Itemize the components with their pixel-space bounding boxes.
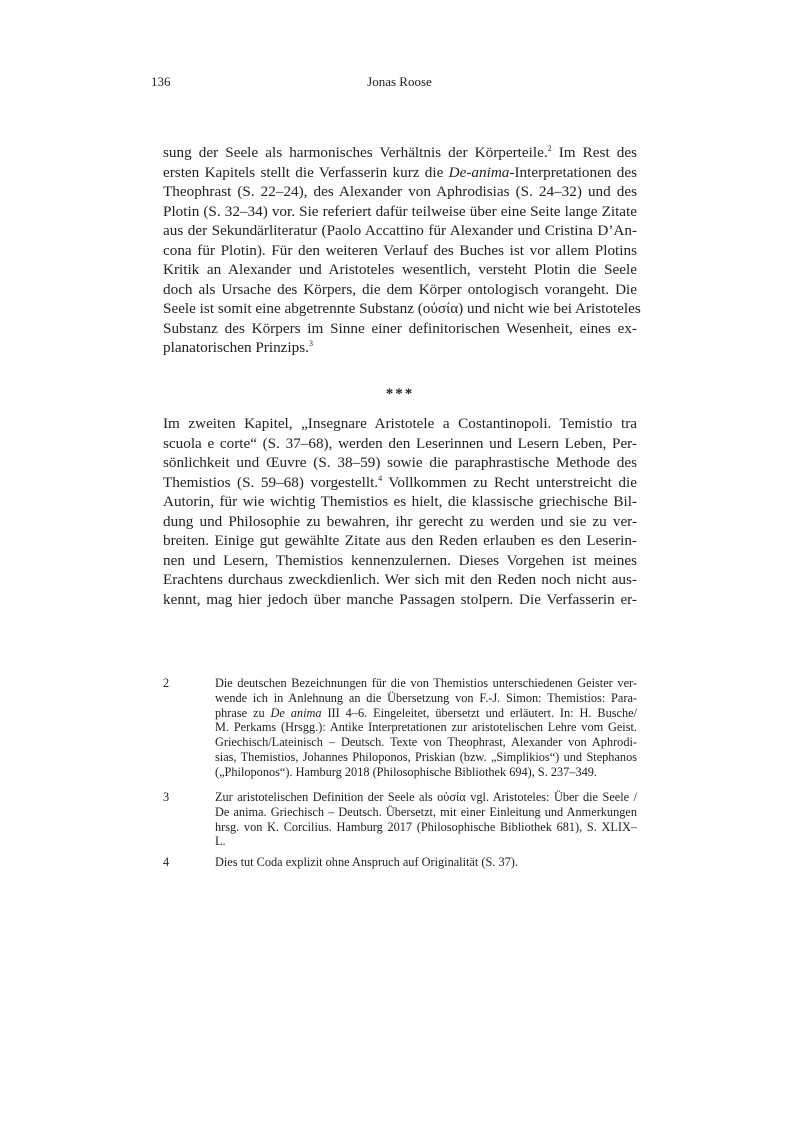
footnote-line bbox=[215, 706, 637, 721]
text: ersten Kapitels stellt die Verfasserin kurz die bbox=[163, 163, 449, 181]
section-separator: *** bbox=[385, 386, 415, 402]
text-line: Plotin (S. 32–34) vor. Sie referiert dafür teilweise über eine Seite lange Zitate bbox=[163, 202, 637, 220]
text-line: Kritik an Alexander und Aristoteles wesentlich, versteht Plotin die Seele bbox=[163, 261, 637, 278]
text-line: nen und Lesern, Themistios kennenzulernen. Dieses Vorgehen ist meines bbox=[163, 551, 637, 569]
footnote-line: („Philoponos“). Hamburg 2018 (Philosophische Bibliothek 694), S. 237–349. bbox=[215, 764, 597, 779]
footnote-line: L. bbox=[215, 834, 226, 849]
running-head: Jonas Roose bbox=[367, 74, 432, 89]
text-line: cona für Plotin). Für den weiteren Verlauf des Buches ist vor allem Plotins bbox=[163, 241, 637, 259]
text-line: doch als Ursache des Körpers, die dem Körper ontologisch vorangeht. Die bbox=[163, 280, 637, 298]
italic-text: De-anima bbox=[448, 163, 510, 181]
text: planatorischen Prinzips. bbox=[163, 339, 309, 356]
text: Themistios (S. 59–68) vorgestellt. bbox=[163, 473, 379, 491]
text: phrase zu bbox=[215, 705, 271, 720]
footnote-line: sias, Themistios, Johannes Philoponos, Priskian (bzw. „Simplikios“) und Stephanos bbox=[215, 749, 637, 764]
paragraph-2 bbox=[163, 414, 637, 609]
footnote-ref-3[interactable]: 3 bbox=[308, 339, 313, 348]
text-line: sönlichkeit und Œuvre (S. 38–59) sowie die paraphrastische Methode des bbox=[163, 454, 637, 471]
text-line: Seele ist somit eine abgetrennte Substanz (οὐσία) und nicht wie bei Aristoteles bbox=[163, 300, 641, 317]
footnote-line: wende ich in Anlehnung an die Übersetzung von F.-J. Simon: Themistios: Para- bbox=[215, 690, 637, 705]
text-line: Erachtens durchaus zweckdienlich. Wer sich mit den Reden noch nicht aus- bbox=[163, 571, 637, 588]
text: Vollkommen zu Recht unterstreicht die bbox=[382, 473, 637, 491]
text-line: Im zweiten Kapitel, „Insegnare Aristotele a Costantinopoli. Temistio tra bbox=[163, 415, 637, 432]
text-line: aus der Sekundärliteratur (Paolo Accattino für Alexander und Cristina D’An- bbox=[163, 222, 637, 239]
footnote-line: Griechisch/Lateinisch – Deutsch. Texte von Theophrast, Alexander von Aphrodi- bbox=[215, 735, 637, 750]
footnote-ref-4[interactable]: 4 bbox=[378, 473, 383, 483]
text: III 4–6. Eingeleitet, übersetzt und erläutert. In: H. Busche/ bbox=[321, 705, 637, 720]
text-line: breiten. Einige gut gewählte Zitate aus den Reden erlauben es den Leserin- bbox=[163, 532, 637, 549]
text-line: Theophrast (S. 22–24), des Alexander von Aphrodisias (S. 24–32) und des bbox=[163, 183, 637, 200]
page-number: 136 bbox=[151, 74, 171, 89]
footnote-4 bbox=[163, 855, 637, 870]
text-line: scuola e corte“ (S. 37–68), werden den Leserinnen und Lesern Leben, Per- bbox=[163, 434, 637, 452]
footnote-ref-2[interactable]: 2 bbox=[547, 144, 552, 153]
footnote-line: M. Perkams (Hrsgg.): Antike Interpretationen zur aristotelischen Lehre vom Geist. bbox=[215, 720, 637, 735]
footnote-number: 3 bbox=[163, 790, 170, 804]
paragraph-1 bbox=[163, 143, 641, 358]
text: Im Rest des bbox=[551, 144, 638, 161]
footnote-line: Dies tut Coda explizit ohne Anspruch auf Originalität (S. 37). bbox=[215, 855, 518, 869]
text-line: kennt, mag hier jedoch über manche Passagen stolpern. Die Verfasserin er- bbox=[163, 590, 637, 608]
footnote-line: hrsg. von K. Corcilius. Hamburg 2017 (Philosophische Bibliothek 681), S. XLIX– bbox=[215, 819, 637, 834]
footnote-number: 2 bbox=[163, 676, 170, 690]
text-line: Substanz des Körpers im Sinne einer definitorischen Wesenheit, eines ex- bbox=[163, 319, 637, 337]
italic-text: De anima bbox=[270, 705, 322, 720]
footnote-2 bbox=[163, 676, 637, 780]
footnote-3 bbox=[163, 790, 637, 849]
footnote-line: De anima. Griechisch – Deutsch. Übersetzt, mit einer Einleitung und Anmerkungen bbox=[215, 804, 637, 819]
text-line bbox=[163, 143, 637, 163]
text: sung der Seele als harmonisches Verhältnis der Körperteile. bbox=[163, 144, 548, 161]
text-line bbox=[163, 338, 637, 358]
text-line bbox=[163, 163, 637, 183]
text-line bbox=[163, 473, 637, 493]
footnote-line: Zur aristotelischen Definition der Seele als οὐσία vgl. Aristoteles: Über die Seele / bbox=[215, 790, 637, 804]
text-line: dung und Philosophie zu bewahren, ihr gerecht zu werden und sie zu ver- bbox=[163, 512, 637, 530]
text: -Interpretationen des bbox=[509, 163, 637, 181]
footnote-number: 4 bbox=[163, 855, 170, 869]
footnote-line: Die deutschen Bezeichnungen für die von Themistios unterschiedenen Geister ver- bbox=[215, 676, 637, 690]
text-line: Autorin, für wie wichtig Themistios es hielt, die klassische griechische Bil- bbox=[163, 493, 637, 510]
